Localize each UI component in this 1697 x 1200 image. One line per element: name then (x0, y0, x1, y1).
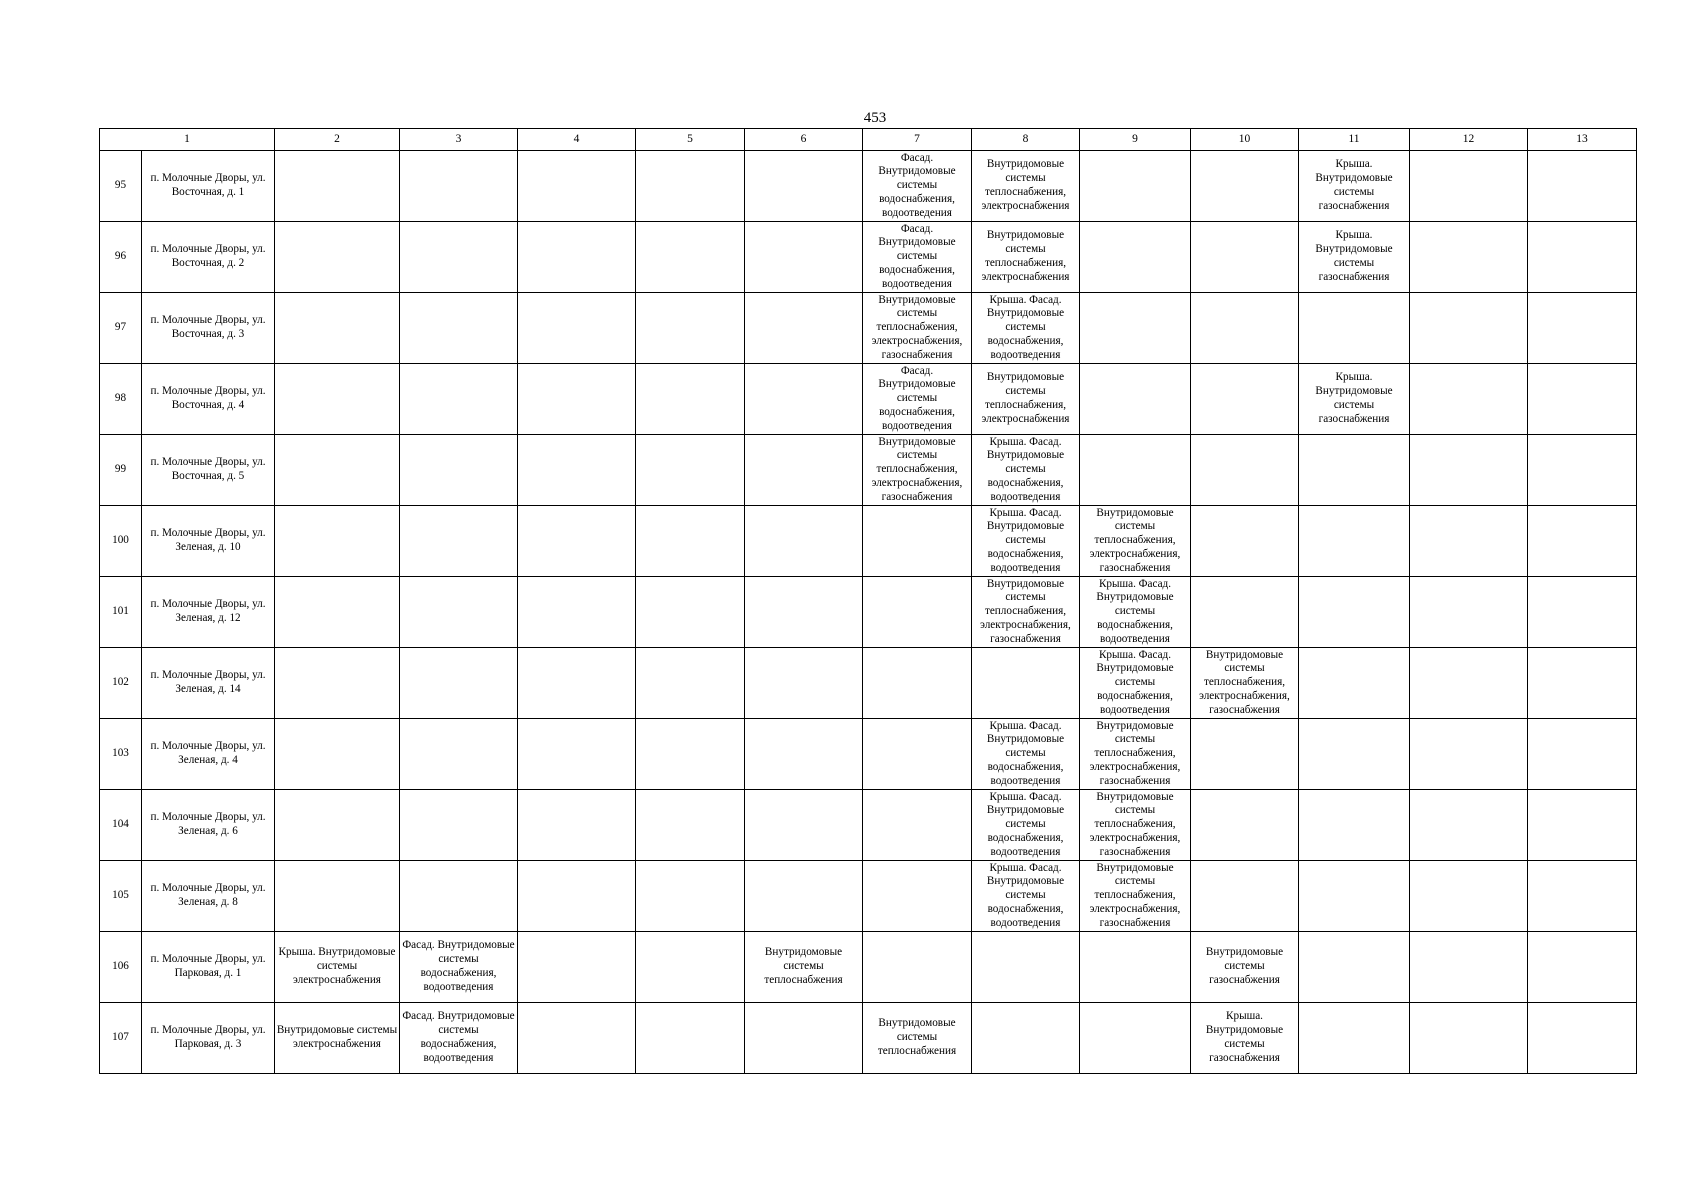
table-row (100, 790, 1637, 861)
work-cell-col-5 (636, 719, 745, 790)
column-header-3: 3 (400, 129, 518, 151)
work-cell-col-13 (1528, 293, 1637, 364)
row-number: 101 (100, 577, 142, 648)
work-cell-col-6 (745, 506, 863, 577)
work-cell-col-10: Крыша. Внутридомовые системы газоснабжения (1191, 1003, 1299, 1074)
address-cell: п. Молочные Дворы, ул. Парковая, д. 3 (142, 1003, 275, 1074)
work-cell-col-3 (400, 364, 518, 435)
work-cell-col-8: Крыша. Фасад. Внутридомовые системы водоснабжения, водоотведения (972, 861, 1080, 932)
row-number: 98 (100, 364, 142, 435)
work-cell-col-9: Внутридомовые системы теплоснабжения, электроснабжения, газоснабжения (1080, 790, 1191, 861)
work-cell-col-13 (1528, 222, 1637, 293)
work-cell-col-2 (275, 435, 400, 506)
address-cell: п. Молочные Дворы, ул. Парковая, д. 1 (142, 932, 275, 1003)
column-header-11: 11 (1299, 129, 1410, 151)
work-cell-col-11 (1299, 1003, 1410, 1074)
work-cell-col-8: Крыша. Фасад. Внутридомовые системы водоснабжения, водоотведения (972, 719, 1080, 790)
work-cell-col-12 (1410, 293, 1528, 364)
work-cell-col-6 (745, 790, 863, 861)
work-cell-col-9: Крыша. Фасад. Внутридомовые системы водоснабжения, водоотведения (1080, 648, 1191, 719)
work-cell-col-13 (1528, 577, 1637, 648)
work-cell-col-11 (1299, 506, 1410, 577)
work-cell-col-7 (863, 506, 972, 577)
work-cell-col-12 (1410, 364, 1528, 435)
work-cell-col-6 (745, 435, 863, 506)
work-cell-col-10 (1191, 790, 1299, 861)
work-cell-col-4 (518, 506, 636, 577)
work-cell-col-13 (1528, 151, 1637, 222)
table-row (100, 932, 1637, 1003)
work-cell-col-9 (1080, 222, 1191, 293)
work-cell-col-12 (1410, 932, 1528, 1003)
work-cell-col-13 (1528, 1003, 1637, 1074)
work-cell-col-5 (636, 1003, 745, 1074)
table-row (100, 364, 1637, 435)
work-cell-col-2 (275, 719, 400, 790)
work-cell-col-3 (400, 435, 518, 506)
work-cell-col-11 (1299, 648, 1410, 719)
work-cell-col-5 (636, 151, 745, 222)
work-cell-col-4 (518, 790, 636, 861)
column-header-5: 5 (636, 129, 745, 151)
work-cell-col-2 (275, 293, 400, 364)
table-row (100, 861, 1637, 932)
work-cell-col-3 (400, 151, 518, 222)
work-cell-col-6 (745, 861, 863, 932)
column-header-9: 9 (1080, 129, 1191, 151)
table-row (100, 222, 1637, 293)
page-number: 453 (863, 110, 887, 126)
work-cell-col-8: Внутридомовые системы теплоснабжения, электроснабжения (972, 364, 1080, 435)
work-cell-col-2: Внутридомовые системы электроснабжения (275, 1003, 400, 1074)
work-cell-col-11 (1299, 861, 1410, 932)
work-cell-col-9 (1080, 932, 1191, 1003)
work-cell-col-7: Внутридомовые системы теплоснабжения, электроснабжения, газоснабжения (863, 293, 972, 364)
work-cell-col-7 (863, 790, 972, 861)
work-cell-col-8: Внутридомовые системы теплоснабжения, электроснабжения (972, 151, 1080, 222)
work-cell-col-12 (1410, 151, 1528, 222)
work-cell-col-2 (275, 222, 400, 293)
work-cell-col-2 (275, 151, 400, 222)
work-cell-col-6 (745, 648, 863, 719)
row-number: 106 (100, 932, 142, 1003)
work-cell-col-4 (518, 293, 636, 364)
work-cell-col-9: Внутридомовые системы теплоснабжения, электроснабжения, газоснабжения (1080, 506, 1191, 577)
work-cell-col-11: Крыша. Внутридомовые системы газоснабжения (1299, 151, 1410, 222)
work-cell-col-3 (400, 506, 518, 577)
work-cell-col-3 (400, 293, 518, 364)
work-cell-col-9 (1080, 435, 1191, 506)
work-cell-col-7: Фасад. Внутридомовые системы водоснабжения, водоотведения (863, 222, 972, 293)
work-cell-col-11 (1299, 293, 1410, 364)
work-cell-col-9 (1080, 151, 1191, 222)
work-cell-col-7: Фасад. Внутридомовые системы водоснабжения, водоотведения (863, 364, 972, 435)
work-cell-col-9 (1080, 364, 1191, 435)
work-cell-col-11 (1299, 577, 1410, 648)
work-cell-col-2 (275, 648, 400, 719)
work-cell-col-11 (1299, 932, 1410, 1003)
table-row (100, 577, 1637, 648)
work-cell-col-11 (1299, 435, 1410, 506)
work-cell-col-10 (1191, 151, 1299, 222)
address-cell: п. Молочные Дворы, ул. Зеленая, д. 12 (142, 577, 275, 648)
table-row (100, 151, 1637, 222)
address-cell: п. Молочные Дворы, ул. Восточная, д. 2 (142, 222, 275, 293)
work-cell-col-8: Крыша. Фасад. Внутридомовые системы водоснабжения, водоотведения (972, 435, 1080, 506)
work-cell-col-5 (636, 577, 745, 648)
work-cell-col-9 (1080, 1003, 1191, 1074)
work-cell-col-11: Крыша. Внутридомовые системы газоснабжения (1299, 222, 1410, 293)
address-cell: п. Молочные Дворы, ул. Восточная, д. 4 (142, 364, 275, 435)
work-cell-col-4 (518, 435, 636, 506)
work-cell-col-5 (636, 222, 745, 293)
work-cell-col-4 (518, 577, 636, 648)
work-cell-col-6 (745, 222, 863, 293)
table-row (100, 1003, 1637, 1074)
address-cell: п. Молочные Дворы, ул. Зеленая, д. 14 (142, 648, 275, 719)
column-header-8: 8 (972, 129, 1080, 151)
work-cell-col-8: Крыша. Фасад. Внутридомовые системы водоснабжения, водоотведения (972, 790, 1080, 861)
work-cell-col-3 (400, 790, 518, 861)
work-cell-col-5 (636, 932, 745, 1003)
row-number: 103 (100, 719, 142, 790)
work-cell-col-5 (636, 790, 745, 861)
work-cell-col-7: Внутридомовые системы теплоснабжения, электроснабжения, газоснабжения (863, 435, 972, 506)
work-cell-col-10: Внутридомовые системы газоснабжения (1191, 932, 1299, 1003)
work-cell-col-6 (745, 1003, 863, 1074)
work-cell-col-10 (1191, 293, 1299, 364)
address-cell: п. Молочные Дворы, ул. Зеленая, д. 10 (142, 506, 275, 577)
column-header-10: 10 (1191, 129, 1299, 151)
work-cell-col-10 (1191, 861, 1299, 932)
address-cell: п. Молочные Дворы, ул. Зеленая, д. 4 (142, 719, 275, 790)
work-cell-col-7 (863, 861, 972, 932)
work-cell-col-5 (636, 861, 745, 932)
column-number-header-row (100, 129, 1637, 151)
work-cell-col-4 (518, 861, 636, 932)
work-cell-col-8: Внутридомовые системы теплоснабжения, электроснабжения (972, 222, 1080, 293)
row-number: 105 (100, 861, 142, 932)
work-cell-col-12 (1410, 577, 1528, 648)
work-cell-col-5 (636, 648, 745, 719)
work-cell-col-6 (745, 719, 863, 790)
work-cell-col-11 (1299, 790, 1410, 861)
work-cell-col-4 (518, 719, 636, 790)
table-body (100, 129, 1637, 1074)
work-cell-col-10 (1191, 719, 1299, 790)
work-cell-col-10 (1191, 435, 1299, 506)
row-number: 107 (100, 1003, 142, 1074)
table-row (100, 506, 1637, 577)
row-number: 99 (100, 435, 142, 506)
work-cell-col-5 (636, 435, 745, 506)
address-cell: п. Молочные Дворы, ул. Зеленая, д. 6 (142, 790, 275, 861)
work-cell-col-10: Внутридомовые системы теплоснабжения, электроснабжения, газоснабжения (1191, 648, 1299, 719)
column-header-2: 2 (275, 129, 400, 151)
work-cell-col-12 (1410, 861, 1528, 932)
work-cell-col-2 (275, 861, 400, 932)
work-cell-col-6: Внутридомовые системы теплоснабжения (745, 932, 863, 1003)
work-cell-col-4 (518, 648, 636, 719)
work-cell-col-12 (1410, 1003, 1528, 1074)
work-cell-col-3: Фасад. Внутридомовые системы водоснабжения, водоотведения (400, 932, 518, 1003)
work-cell-col-10 (1191, 364, 1299, 435)
work-cell-col-5 (636, 506, 745, 577)
column-header-7: 7 (863, 129, 972, 151)
work-cell-col-5 (636, 364, 745, 435)
work-cell-col-10 (1191, 577, 1299, 648)
work-cell-col-4 (518, 222, 636, 293)
row-number: 104 (100, 790, 142, 861)
work-cell-col-6 (745, 577, 863, 648)
work-cell-col-13 (1528, 435, 1637, 506)
work-cell-col-3 (400, 648, 518, 719)
work-cell-col-2: Крыша. Внутридомовые системы электроснабжения (275, 932, 400, 1003)
work-cell-col-6 (745, 364, 863, 435)
work-cell-col-13 (1528, 790, 1637, 861)
row-number: 97 (100, 293, 142, 364)
address-cell: п. Молочные Дворы, ул. Зеленая, д. 8 (142, 861, 275, 932)
table-row (100, 293, 1637, 364)
work-cell-col-4 (518, 1003, 636, 1074)
work-cell-col-12 (1410, 222, 1528, 293)
row-number: 100 (100, 506, 142, 577)
work-cell-col-6 (745, 151, 863, 222)
work-cell-col-13 (1528, 648, 1637, 719)
work-cell-col-12 (1410, 506, 1528, 577)
work-cell-col-12 (1410, 648, 1528, 719)
work-cell-col-4 (518, 151, 636, 222)
address-cell: п. Молочные Дворы, ул. Восточная, д. 5 (142, 435, 275, 506)
work-cell-col-13 (1528, 861, 1637, 932)
work-cell-col-8: Крыша. Фасад. Внутридомовые системы водоснабжения, водоотведения (972, 293, 1080, 364)
work-cell-col-13 (1528, 932, 1637, 1003)
work-cell-col-7 (863, 932, 972, 1003)
work-cell-col-9: Внутридомовые системы теплоснабжения, электроснабжения, газоснабжения (1080, 861, 1191, 932)
work-cell-col-8 (972, 648, 1080, 719)
address-cell: п. Молочные Дворы, ул. Восточная, д. 1 (142, 151, 275, 222)
work-cell-col-12 (1410, 790, 1528, 861)
work-cell-col-12 (1410, 435, 1528, 506)
work-cell-col-7 (863, 648, 972, 719)
work-cell-col-2 (275, 364, 400, 435)
table-row (100, 719, 1637, 790)
work-cell-col-7: Внутридомовые системы теплоснабжения (863, 1003, 972, 1074)
work-cell-col-9: Крыша. Фасад. Внутридомовые системы водоснабжения, водоотведения (1080, 577, 1191, 648)
work-cell-col-4 (518, 364, 636, 435)
work-cell-col-8: Внутридомовые системы теплоснабжения, электроснабжения, газоснабжения (972, 577, 1080, 648)
repair-schedule-table (99, 128, 1637, 1074)
table-row (100, 435, 1637, 506)
work-cell-col-8 (972, 1003, 1080, 1074)
work-cell-col-4 (518, 932, 636, 1003)
work-cell-col-9 (1080, 293, 1191, 364)
work-cell-col-3 (400, 719, 518, 790)
row-number: 96 (100, 222, 142, 293)
work-cell-col-11: Крыша. Внутридомовые системы газоснабжения (1299, 364, 1410, 435)
column-header-1: 1 (100, 129, 275, 151)
column-header-6: 6 (745, 129, 863, 151)
work-cell-col-13 (1528, 364, 1637, 435)
work-cell-col-3 (400, 861, 518, 932)
column-header-12: 12 (1410, 129, 1528, 151)
work-cell-col-2 (275, 790, 400, 861)
row-number: 95 (100, 151, 142, 222)
work-cell-col-7 (863, 719, 972, 790)
work-cell-col-6 (745, 293, 863, 364)
work-cell-col-8 (972, 932, 1080, 1003)
work-cell-col-10 (1191, 222, 1299, 293)
work-cell-col-13 (1528, 719, 1637, 790)
row-number: 102 (100, 648, 142, 719)
address-cell: п. Молочные Дворы, ул. Восточная, д. 3 (142, 293, 275, 364)
work-cell-col-3: Фасад. Внутридомовые системы водоснабжения, водоотведения (400, 1003, 518, 1074)
work-cell-col-9: Внутридомовые системы теплоснабжения, электроснабжения, газоснабжения (1080, 719, 1191, 790)
work-cell-col-12 (1410, 719, 1528, 790)
work-cell-col-7: Фасад. Внутридомовые системы водоснабжения, водоотведения (863, 151, 972, 222)
work-cell-col-7 (863, 577, 972, 648)
work-cell-col-3 (400, 222, 518, 293)
work-cell-col-11 (1299, 719, 1410, 790)
work-cell-col-8: Крыша. Фасад. Внутридомовые системы водоснабжения, водоотведения (972, 506, 1080, 577)
work-cell-col-2 (275, 577, 400, 648)
column-header-13: 13 (1528, 129, 1637, 151)
work-cell-col-5 (636, 293, 745, 364)
work-cell-col-2 (275, 506, 400, 577)
work-cell-col-3 (400, 577, 518, 648)
column-header-4: 4 (518, 129, 636, 151)
table-row (100, 648, 1637, 719)
work-cell-col-10 (1191, 506, 1299, 577)
work-cell-col-13 (1528, 506, 1637, 577)
